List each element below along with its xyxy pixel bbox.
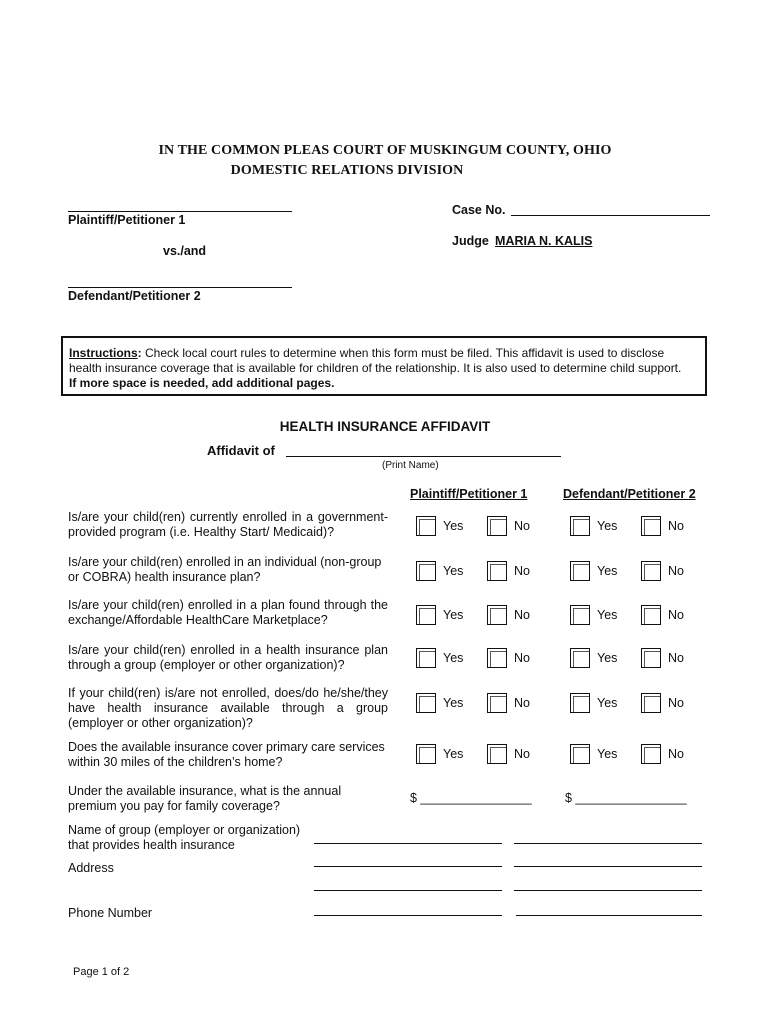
checkbox-label-no: No [514, 519, 530, 533]
checkbox-yes-defendant-q6[interactable] [570, 744, 590, 764]
checkbox-no-defendant-q6[interactable] [641, 744, 661, 764]
instructions-heading: Instructions [69, 346, 138, 360]
phone-line-plaintiff[interactable] [314, 915, 502, 916]
phone-label: Phone Number [68, 906, 153, 920]
address-line-1-defendant[interactable] [514, 866, 702, 867]
premium-question: Under the available insurance, what is the annual premium you pay for family coverage? [68, 784, 342, 813]
checkbox-label-yes: Yes [597, 519, 618, 533]
checkbox-yes-plaintiff-q3[interactable] [416, 605, 436, 625]
plaintiff-label: Plaintiff/Petitioner 1 [68, 213, 186, 227]
checkbox-label-yes: Yes [443, 519, 464, 533]
checkbox-no-plaintiff-q2[interactable] [487, 561, 507, 581]
checkbox-yes-plaintiff-q6[interactable] [416, 744, 436, 764]
checkbox-no-defendant-q1[interactable] [641, 516, 661, 536]
checkbox-label-yes: Yes [443, 696, 464, 710]
premium-field-defendant[interactable]: $ ________________ [565, 791, 687, 805]
checkbox-yes-defendant-q5[interactable] [570, 693, 590, 713]
checkbox-label-no: No [514, 564, 530, 578]
checkbox-label-no: No [514, 747, 530, 761]
question-6: Does the available insurance cover primary care services within 30 miles of the children’s home? [68, 740, 385, 769]
phone-line-defendant[interactable] [516, 915, 702, 916]
group-name-label: Name of group (employer or organization) that provides health insurance [68, 823, 301, 852]
checkbox-yes-plaintiff-q1[interactable] [416, 516, 436, 536]
checkbox-label-yes: Yes [597, 564, 618, 578]
print-name-caption: (Print Name) [382, 460, 439, 471]
checkbox-label-no: No [668, 564, 684, 578]
checkbox-label-yes: Yes [597, 651, 618, 665]
instructions-colon: : [137, 346, 142, 360]
checkbox-yes-defendant-q2[interactable] [570, 561, 590, 581]
checkbox-label-no: No [514, 608, 530, 622]
column-plaintiff: Plaintiff/Petitioner 1 [410, 487, 528, 501]
court-title: IN THE COMMON PLEAS COURT OF MUSKINGUM COUNTY, OHIO [158, 143, 612, 158]
instructions-text: Check local court rules to determine when this form must be filed. This affidavit is used to disclose health insurance coverage that is available for children of the relationship. It is also used to determine child support. [69, 346, 682, 375]
affiant-name-line[interactable] [286, 456, 561, 457]
case-no-label: Case No. [452, 203, 506, 217]
address-label: Address [68, 861, 114, 875]
group-name-line-defendant[interactable] [514, 843, 702, 844]
court-division: DOMESTIC RELATIONS DIVISION [230, 163, 464, 178]
page-number: Page 1 of 2 [73, 966, 130, 978]
checkbox-no-plaintiff-q3[interactable] [487, 605, 507, 625]
premium-field-plaintiff[interactable]: $ ________________ [410, 791, 532, 805]
address-line-1-plaintiff[interactable] [314, 866, 502, 867]
checkbox-label-no: No [668, 651, 684, 665]
checkbox-label-no: No [668, 747, 684, 761]
checkbox-yes-defendant-q3[interactable] [570, 605, 590, 625]
checkbox-label-yes: Yes [597, 696, 618, 710]
checkbox-label-yes: Yes [443, 747, 464, 761]
group-name-line-plaintiff[interactable] [314, 843, 502, 844]
checkbox-label-yes: Yes [597, 747, 618, 761]
column-defendant: Defendant/Petitioner 2 [563, 487, 696, 501]
checkbox-no-defendant-q4[interactable] [641, 648, 661, 668]
checkbox-yes-plaintiff-q4[interactable] [416, 648, 436, 668]
question-4: Is/are your child(ren) enrolled in a health insurance plan through a group (employer or other organization)? [68, 643, 388, 672]
checkbox-label-yes: Yes [443, 564, 464, 578]
checkbox-no-defendant-q5[interactable] [641, 693, 661, 713]
question-5: If your child(ren) is/are not enrolled, does/do he/she/they have health insurance available through a group (employer or other organization)? [68, 686, 388, 730]
judge-label: Judge [452, 234, 489, 248]
case-no-line[interactable] [511, 215, 710, 216]
question-2: Is/are your child(ren) enrolled in an individual (non-group or COBRA) health insurance plan? [68, 555, 382, 584]
versus-label: vs./and [163, 244, 207, 258]
checkbox-no-plaintiff-q1[interactable] [487, 516, 507, 536]
checkbox-yes-defendant-q4[interactable] [570, 648, 590, 668]
checkbox-label-yes: Yes [597, 608, 618, 622]
checkbox-yes-defendant-q1[interactable] [570, 516, 590, 536]
address-line-2-defendant[interactable] [514, 890, 702, 891]
defendant-name-line[interactable] [68, 287, 292, 288]
address-line-2-plaintiff[interactable] [314, 890, 502, 891]
checkbox-label-no: No [514, 696, 530, 710]
checkbox-label-no: No [668, 608, 684, 622]
question-1: Is/are your child(ren) currently enrolled in a government-provided program (i.e. Healthy Start/ Medicaid)? [68, 510, 388, 539]
checkbox-no-plaintiff-q6[interactable] [487, 744, 507, 764]
affidavit-title: HEALTH INSURANCE AFFIDAVIT [279, 419, 491, 434]
checkbox-no-defendant-q3[interactable] [641, 605, 661, 625]
checkbox-yes-plaintiff-q5[interactable] [416, 693, 436, 713]
checkbox-label-yes: Yes [443, 608, 464, 622]
checkbox-label-no: No [514, 651, 530, 665]
checkbox-no-plaintiff-q5[interactable] [487, 693, 507, 713]
checkbox-no-defendant-q2[interactable] [641, 561, 661, 581]
question-3: Is/are your child(ren) enrolled in a plan found through the exchange/Affordable HealthCare Marketplace? [68, 598, 388, 627]
instructions-box [61, 336, 707, 396]
judge-name: MARIA N. KALIS [495, 234, 593, 248]
checkbox-no-plaintiff-q4[interactable] [487, 648, 507, 668]
plaintiff-name-line[interactable] [68, 211, 292, 212]
defendant-label: Defendant/Petitioner 2 [68, 289, 201, 303]
affidavit-of-label: Affidavit of [207, 443, 275, 458]
instructions-note: If more space is needed, add additional pages. [69, 376, 335, 390]
checkbox-yes-plaintiff-q2[interactable] [416, 561, 436, 581]
checkbox-label-no: No [668, 696, 684, 710]
checkbox-label-yes: Yes [443, 651, 464, 665]
checkbox-label-no: No [668, 519, 684, 533]
